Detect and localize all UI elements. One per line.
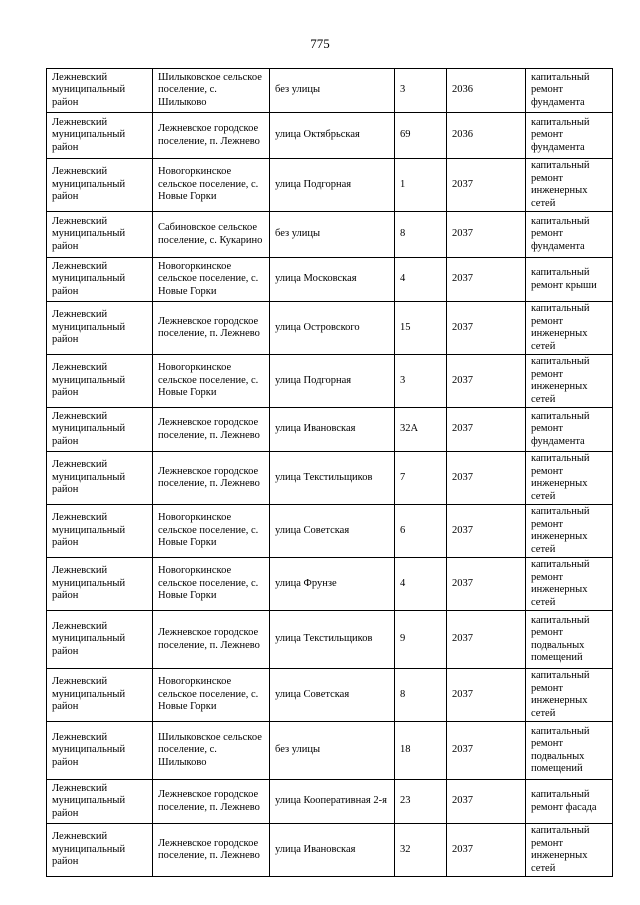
year-cell: 2037 xyxy=(447,611,526,669)
year-cell: 2037 xyxy=(447,558,526,611)
work-type-cell: капитальный ремонт инженерных сетей xyxy=(526,824,613,877)
street-cell: улица Островского xyxy=(270,302,395,355)
year-cell: 2036 xyxy=(447,113,526,159)
work-type-cell: капитальный ремонт инженерных сетей xyxy=(526,355,613,408)
settlement-cell: Новогоркинское сельское поселение, с. Новые Горки xyxy=(153,669,270,722)
work-type-cell: капитальный ремонт инженерных сетей xyxy=(526,302,613,355)
settlement-cell: Лежневское городское поселение, п. Лежнево xyxy=(153,302,270,355)
house-number-cell: 69 xyxy=(395,113,447,159)
table-row xyxy=(47,824,613,877)
table-row xyxy=(47,258,613,302)
settlement-cell: Лежневское городское поселение, п. Лежнево xyxy=(153,408,270,452)
street-cell: улица Ивановская xyxy=(270,408,395,452)
table-row xyxy=(47,113,613,159)
table-row xyxy=(47,69,613,113)
street-cell: улица Кооперативная 2-я xyxy=(270,780,395,824)
year-cell: 2037 xyxy=(447,780,526,824)
year-cell: 2037 xyxy=(447,159,526,212)
street-cell: без улицы xyxy=(270,69,395,113)
work-type-cell: капитальный ремонт крыши xyxy=(526,258,613,302)
district-cell: Лежневский муниципальный район xyxy=(47,212,153,258)
settlement-cell: Новогоркинское сельское поселение, с. Новые Горки xyxy=(153,355,270,408)
district-cell: Лежневский муниципальный район xyxy=(47,69,153,113)
table-row xyxy=(47,408,613,452)
district-cell: Лежневский муниципальный район xyxy=(47,302,153,355)
year-cell: 2037 xyxy=(447,258,526,302)
work-type-cell: капитальный ремонт инженерных сетей xyxy=(526,159,613,212)
settlement-cell: Лежневское городское поселение, п. Лежнево xyxy=(153,824,270,877)
year-cell: 2037 xyxy=(447,452,526,505)
settlement-cell: Лежневское городское поселение, п. Лежнево xyxy=(153,611,270,669)
house-number-cell: 15 xyxy=(395,302,447,355)
settlement-cell: Новогоркинское сельское поселение, с. Новые Горки xyxy=(153,258,270,302)
table-row xyxy=(47,505,613,558)
work-type-cell: капитальный ремонт подвальных помещений xyxy=(526,722,613,780)
house-number-cell: 23 xyxy=(395,780,447,824)
registry-table-body xyxy=(47,69,613,877)
house-number-cell: 4 xyxy=(395,258,447,302)
work-type-cell: капитальный ремонт инженерных сетей xyxy=(526,558,613,611)
house-number-cell: 32А xyxy=(395,408,447,452)
work-type-cell: капитальный ремонт фундамента xyxy=(526,212,613,258)
street-cell: без улицы xyxy=(270,212,395,258)
work-type-cell: капитальный ремонт инженерных сетей xyxy=(526,505,613,558)
settlement-cell: Новогоркинское сельское поселение, с. Новые Горки xyxy=(153,558,270,611)
year-cell: 2037 xyxy=(447,302,526,355)
year-cell: 2037 xyxy=(447,408,526,452)
table-row xyxy=(47,722,613,780)
district-cell: Лежневский муниципальный район xyxy=(47,722,153,780)
district-cell: Лежневский муниципальный район xyxy=(47,558,153,611)
street-cell: улица Фрунзе xyxy=(270,558,395,611)
year-cell: 2037 xyxy=(447,824,526,877)
settlement-cell: Новогоркинское сельское поселение, с. Новые Горки xyxy=(153,505,270,558)
table-row xyxy=(47,780,613,824)
house-number-cell: 8 xyxy=(395,212,447,258)
district-cell: Лежневский муниципальный район xyxy=(47,824,153,877)
district-cell: Лежневский муниципальный район xyxy=(47,780,153,824)
year-cell: 2037 xyxy=(447,722,526,780)
table-row xyxy=(47,558,613,611)
work-type-cell: капитальный ремонт фасада xyxy=(526,780,613,824)
settlement-cell: Новогоркинское сельское поселение, с. Новые Горки xyxy=(153,159,270,212)
table-row xyxy=(47,355,613,408)
table-row xyxy=(47,611,613,669)
table-row xyxy=(47,212,613,258)
street-cell: улица Подгорная xyxy=(270,159,395,212)
district-cell: Лежневский муниципальный район xyxy=(47,452,153,505)
work-type-cell: капитальный ремонт инженерных сетей xyxy=(526,452,613,505)
district-cell: Лежневский муниципальный район xyxy=(47,611,153,669)
work-type-cell: капитальный ремонт подвальных помещений xyxy=(526,611,613,669)
work-type-cell: капитальный ремонт фундамента xyxy=(526,408,613,452)
street-cell: улица Советская xyxy=(270,505,395,558)
house-number-cell: 3 xyxy=(395,69,447,113)
street-cell: улица Текстильщиков xyxy=(270,611,395,669)
year-cell: 2037 xyxy=(447,669,526,722)
work-type-cell: капитальный ремонт фундамента xyxy=(526,113,613,159)
street-cell: улица Текстильщиков xyxy=(270,452,395,505)
year-cell: 2036 xyxy=(447,69,526,113)
settlement-cell: Шилыковское сельское поселение, с. Шилыково xyxy=(153,69,270,113)
table-row xyxy=(47,452,613,505)
district-cell: Лежневский муниципальный район xyxy=(47,505,153,558)
house-number-cell: 4 xyxy=(395,558,447,611)
table-row xyxy=(47,302,613,355)
year-cell: 2037 xyxy=(447,505,526,558)
house-number-cell: 32 xyxy=(395,824,447,877)
year-cell: 2037 xyxy=(447,355,526,408)
street-cell: улица Московская xyxy=(270,258,395,302)
table-row xyxy=(47,159,613,212)
district-cell: Лежневский муниципальный район xyxy=(47,159,153,212)
work-type-cell: капитальный ремонт инженерных сетей xyxy=(526,669,613,722)
settlement-cell: Лежневское городское поселение, п. Лежнево xyxy=(153,113,270,159)
district-cell: Лежневский муниципальный район xyxy=(47,669,153,722)
year-cell: 2037 xyxy=(447,212,526,258)
settlement-cell: Лежневское городское поселение, п. Лежнево xyxy=(153,780,270,824)
settlement-cell: Шилыковское сельское поселение, с. Шилыково xyxy=(153,722,270,780)
house-number-cell: 3 xyxy=(395,355,447,408)
page-number: 775 xyxy=(310,36,330,51)
district-cell: Лежневский муниципальный район xyxy=(47,258,153,302)
street-cell: без улицы xyxy=(270,722,395,780)
settlement-cell: Лежневское городское поселение, п. Лежнево xyxy=(153,452,270,505)
registry-table xyxy=(46,68,613,877)
street-cell: улица Советская xyxy=(270,669,395,722)
district-cell: Лежневский муниципальный район xyxy=(47,113,153,159)
work-type-cell: капитальный ремонт фундамента xyxy=(526,69,613,113)
district-cell: Лежневский муниципальный район xyxy=(47,355,153,408)
house-number-cell: 1 xyxy=(395,159,447,212)
house-number-cell: 8 xyxy=(395,669,447,722)
street-cell: улица Ивановская xyxy=(270,824,395,877)
street-cell: улица Подгорная xyxy=(270,355,395,408)
house-number-cell: 18 xyxy=(395,722,447,780)
table-row xyxy=(47,669,613,722)
settlement-cell: Сабиновское сельское поселение, с. Кукарино xyxy=(153,212,270,258)
house-number-cell: 6 xyxy=(395,505,447,558)
house-number-cell: 7 xyxy=(395,452,447,505)
house-number-cell: 9 xyxy=(395,611,447,669)
street-cell: улица Октябрьская xyxy=(270,113,395,159)
district-cell: Лежневский муниципальный район xyxy=(47,408,153,452)
